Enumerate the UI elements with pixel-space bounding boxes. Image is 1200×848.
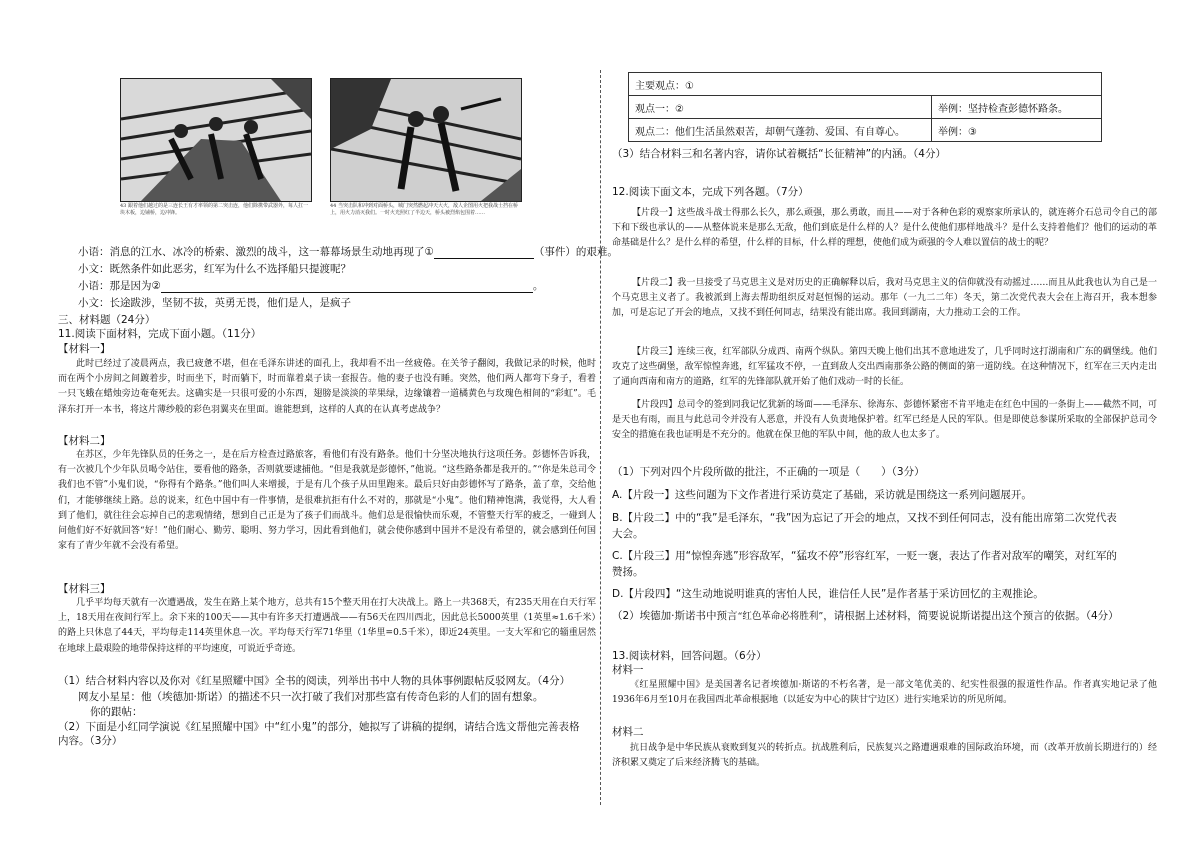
table-row xyxy=(629,96,1102,119)
viewpoint-1-cell[interactable]: 观点一：② xyxy=(629,96,932,119)
material-1-text: 此时已经过了凌晨两点，我已疲惫不堪，但在毛泽东讲述的面孔上，我却看不出一丝疲倦。在关爷子翻阅，我做记录的时候，他时而在两个小房间之间踱着步，时而坐下，时而躺下，时而靠着桌子读一套报告。他的妻子也没有睡。突然，他们两人都弯下身子，看着一只飞蛾在蜡烛旁边奄奄死去。这确实是一只很可爱的小东西，翅膀是淡淡的苹果绿，边缘镶着一道橘黄色与玫瑰色相间的“彩虹”。毛泽东打开一本书，将这片薄纱般的彩色羽翼夹在里面。谁能想到，这样的人真的在认真考虑战争？ xyxy=(58,359,596,415)
main-viewpoint-cell[interactable]: 主要观点：① xyxy=(629,73,1102,96)
outline-table xyxy=(628,72,1102,142)
comic-caption-43: 43 跟着他们越过的是三连长王有才率领的第二突击连，他们除携带武器外，每人扛一块木板，边铺桥，边冲锋。 xyxy=(120,203,308,216)
option-c-line2: 赞扬。 xyxy=(612,566,644,578)
dialogue-line-1: 小语：消息的江水、冰冷的桥索、激烈的战斗，这一幕幕场景生动地再现了① （事件）的艰难。 xyxy=(78,246,618,258)
reply-label: 你的跟帖： xyxy=(90,706,143,718)
fragment-4-text: 【片段四】总司令的签到同我记忆犹新的场面——毛泽东、徐海东、彭德怀紧密不肯平地走在红色中国的一条街上——截然不同，可是天也有雨，而且与此总司令并没有人恶意，并没有人负责地保护着。红军已经是人民的军队。但是即使总参谋所采取的全部保护总司令安全的措施在我也证明是不充分的。他就在保卫他的军队中间，他的敌人也太多了。 xyxy=(612,400,1157,441)
comic-panel-44 xyxy=(330,78,522,202)
q11-sub3: （3）结合材料三和名著内容，请你试着概括“长征精神”的内涵。（4分） xyxy=(612,148,946,160)
example-2-cell[interactable]: 举例：③ xyxy=(932,119,1102,142)
material-3-label: 【材料三】 xyxy=(58,583,111,595)
answer-blank-1[interactable] xyxy=(434,258,534,259)
fragment-1-text: 【片段一】这些战斗战士得那么长久，那么顽强，那么勇敢，而且——对于各种色彩的观察家所承认的，就连蒋介石总司令自己的部下和下级也承认的——从整体说来是那么无敌，他们到底是什么样的人？是什么使他们那样地战斗？是什么支持着他们？他们的运动的革命基础是什么？是什么样的希望，什么样的目标，什么样的理想，使他们成为顽强的令人难以置信的战士的呢？ xyxy=(612,208,1157,249)
bridge-battle-illustration xyxy=(121,79,311,201)
question-11-stem: 11.阅读下面材料，完成下面小题。（11分） xyxy=(58,328,262,340)
q13-material-2-text: 抗日战争是中华民族从衰败到复兴的转折点。抗战胜利后，民族复兴之路遭遇艰难的国际政治环境，而（改革开放前长期进行的）经济积累又奠定了后来经济腾飞的基础。 xyxy=(612,743,1157,769)
section-heading-3: 三、材料题（24分） xyxy=(58,314,156,326)
option-b-line1[interactable]: B.【片段二】中的“我”是毛泽东，“我”因为忘记了开会的地点，又找不到任何同志，没有能出席第二次党代表 xyxy=(612,512,1117,524)
illustration-row xyxy=(120,78,520,228)
q11-sub1: （1）结合材料内容以及你对《红星照耀中国》全书的阅读，列举出书中人物的具体事例跟帖反驳网友。（4分） xyxy=(58,675,571,687)
question-12-stem: 12.阅读下面文本，完成下列各题。（7分） xyxy=(612,186,809,198)
dialogue-line-2: 小文：既然条件如此恶劣，红军为什么不选择船只提渡呢？ xyxy=(78,263,351,275)
material-1-label: 【材料一】 xyxy=(58,343,111,355)
comic-panel-43 xyxy=(120,78,312,202)
column-divider xyxy=(600,70,601,805)
q12-sub1: （1）下列对四个片段所做的批注，不正确的一项是（ ）（3分） xyxy=(612,466,925,478)
option-c-line1[interactable]: C.【片段三】用“惊惶奔逃”形容敌军，“猛攻不停”形容红军，一贬一褒，表达了作者对敌军的嘲笑，对红军的 xyxy=(612,550,1117,562)
question-13-stem: 13.阅读材料，回答问题。（6分） xyxy=(612,650,767,662)
fragment-2-text: 【片段二】我一旦接受了马克思主义是对历史的正确解释以后，我对马克思主义的信仰就没有动摇过……而且从此我也认为自己是一个马克思主义者了。我被派到上海去帮助组织反对赵恒惕的运动。那年（一九二二年）冬天，第二次党代表大会在上海召开，我本想参加，可是忘记了开会的地点，又找不到任何同志，结果没有能出席。我回到湖南，大力推动工会的工作。 xyxy=(612,278,1157,319)
dialogue-line-4: 小文：长途跋涉，坚韧不拔，英勇无畏，他们是人，是疯子 xyxy=(78,297,351,309)
option-a[interactable]: A.【片段一】这些问题为下文作者进行采访莫定了基础，采访就是围绕这一系列问题展开。 xyxy=(612,489,1032,501)
q12-sub2: （2）埃德加·斯诺书中预言“红色革命必将胜利”，请根据上述材料，简要说说斯诺提出这个预言的依据。（4分） xyxy=(612,610,1119,622)
dialogue-line-3: 小语：那是因为② 。 xyxy=(78,280,544,292)
answer-blank-2[interactable] xyxy=(161,292,533,293)
material-2-label: 【材料二】 xyxy=(58,435,111,447)
table-row xyxy=(629,73,1102,96)
table-row xyxy=(629,119,1102,142)
comic-caption-44: 44 当突击队和冲到对面桥头，城门突然燃起冲天大火，敌人企图用火把我战士挡在桥上，用火力消灭我们。一时火光照红了半边天，桥头被烈焰包围着…… xyxy=(330,203,518,216)
q13-material-2-label: 材料二 xyxy=(612,726,644,738)
fragment-3-text: 【片段三】连续三夜，红军部队分成西、南两个纵队。第四天晚上他们出其不意地进发了，几乎同时这打湖南和广东的碉堡线。他们攻克了这些碉堡，敌军惊惶奔逃，红军猛攻不停，一直到敌人交出西南那条公路的侧面的第一道防线。在这种情况下，红军在三天内走出了通向西南和南方的道路，红军的先锋部队就开始了他们戏动一时的长征。 xyxy=(612,347,1157,388)
option-d[interactable]: D.【片段四】“这生动地说明谁真的害怕人民，谁信任人民”是作者基于采访回忆的主观推论。 xyxy=(612,588,1044,600)
material-3-text: 几乎平均每天就有一次遭遇战，发生在路上某个地方，总共有15个整天用在打大决战上。路上一共368天，有235天用在白天行军上，18天用在夜间行军上。余下来的100天——其中有许多天打遭遇战——有56天在四川西北，因此总长5000英里（1英里≈1.6千米）的路上只休息了44天，平均每走114英里休息一次。平均每天行军71华里（1华里=0.5千米），即近24英里。一支大军和它的辎重居然在地球上最艰险的地带保持这样的平均速度，可说近乎奇迹。 xyxy=(58,598,596,654)
material-2-text: 在苏区，少年先锋队员的任务之一，是在后方检查过路旅客，看他们有没有路条。他们十分坚决地执行这项任务。彭德怀告诉我，有一次被几个少年队员喝令站住，要看他的路条，否则就要逮捕他。“但是我就是彭德怀，”他说。“这些路条都是我开的。”“你是朱总司令我们也不管”小鬼们说，“你得有个路条。”他们叫人来增援，于是有几个孩子从田里跑来。最后只好由彭德怀写了路条，盖了章，交给他们，才能够继续上路。总的说来，红色中国中有一件事情，是很难抗拒有什么不对的，那就是“小鬼”。他们精神饱满，我觉得，大人看到了他们，就往往会忘掉自己的悲观情绪，想到自己正是为了孩子们而战斗。他们总是很愉快而乐观，不管整天行军的疲乏，一碰到人问他们好不好就回答“好！”他们耐心、勤劳、聪明、努力学习，因此看到他们，就会使你感到中国并不是没有希望的，就会感到任何国家有了青少年就不会没有希望。 xyxy=(58,450,596,552)
viewpoint-2-cell: 观点二：他们生活虽然艰苦，却朝气蓬勃、爱国、有自尊心。 xyxy=(629,119,932,142)
q13-material-1-label: 材料一 xyxy=(612,664,644,676)
q13-material-1-text: 《红星照耀中国》是美国著名记者埃德加·斯诺的不朽名著，是一部文笔优美的、纪实性很强的报道性作品。作者真实地记录了他1936年6月至10月在我国西北革命根据地（以延安为中心的陕甘宁边区）进行实地采访的所见所闻。 xyxy=(612,680,1157,706)
q11-sub2: （2）下面是小红同学演说《红星照耀中国》中“红小鬼”的部分，她拟写了讲稿的提纲，请结合选文帮他完善表格内容。（3分） xyxy=(58,721,580,747)
fire-bridge-illustration xyxy=(331,79,521,201)
netizen-comment: 网友小星星：他（埃德加·斯诺）的描述不只一次打破了我们对那些富有传奇色彩的人们的固有想象。 xyxy=(78,691,544,703)
option-b-line2: 大会。 xyxy=(612,528,644,540)
example-1-cell: 举例：坚持检查彭德怀路条。 xyxy=(932,96,1102,119)
